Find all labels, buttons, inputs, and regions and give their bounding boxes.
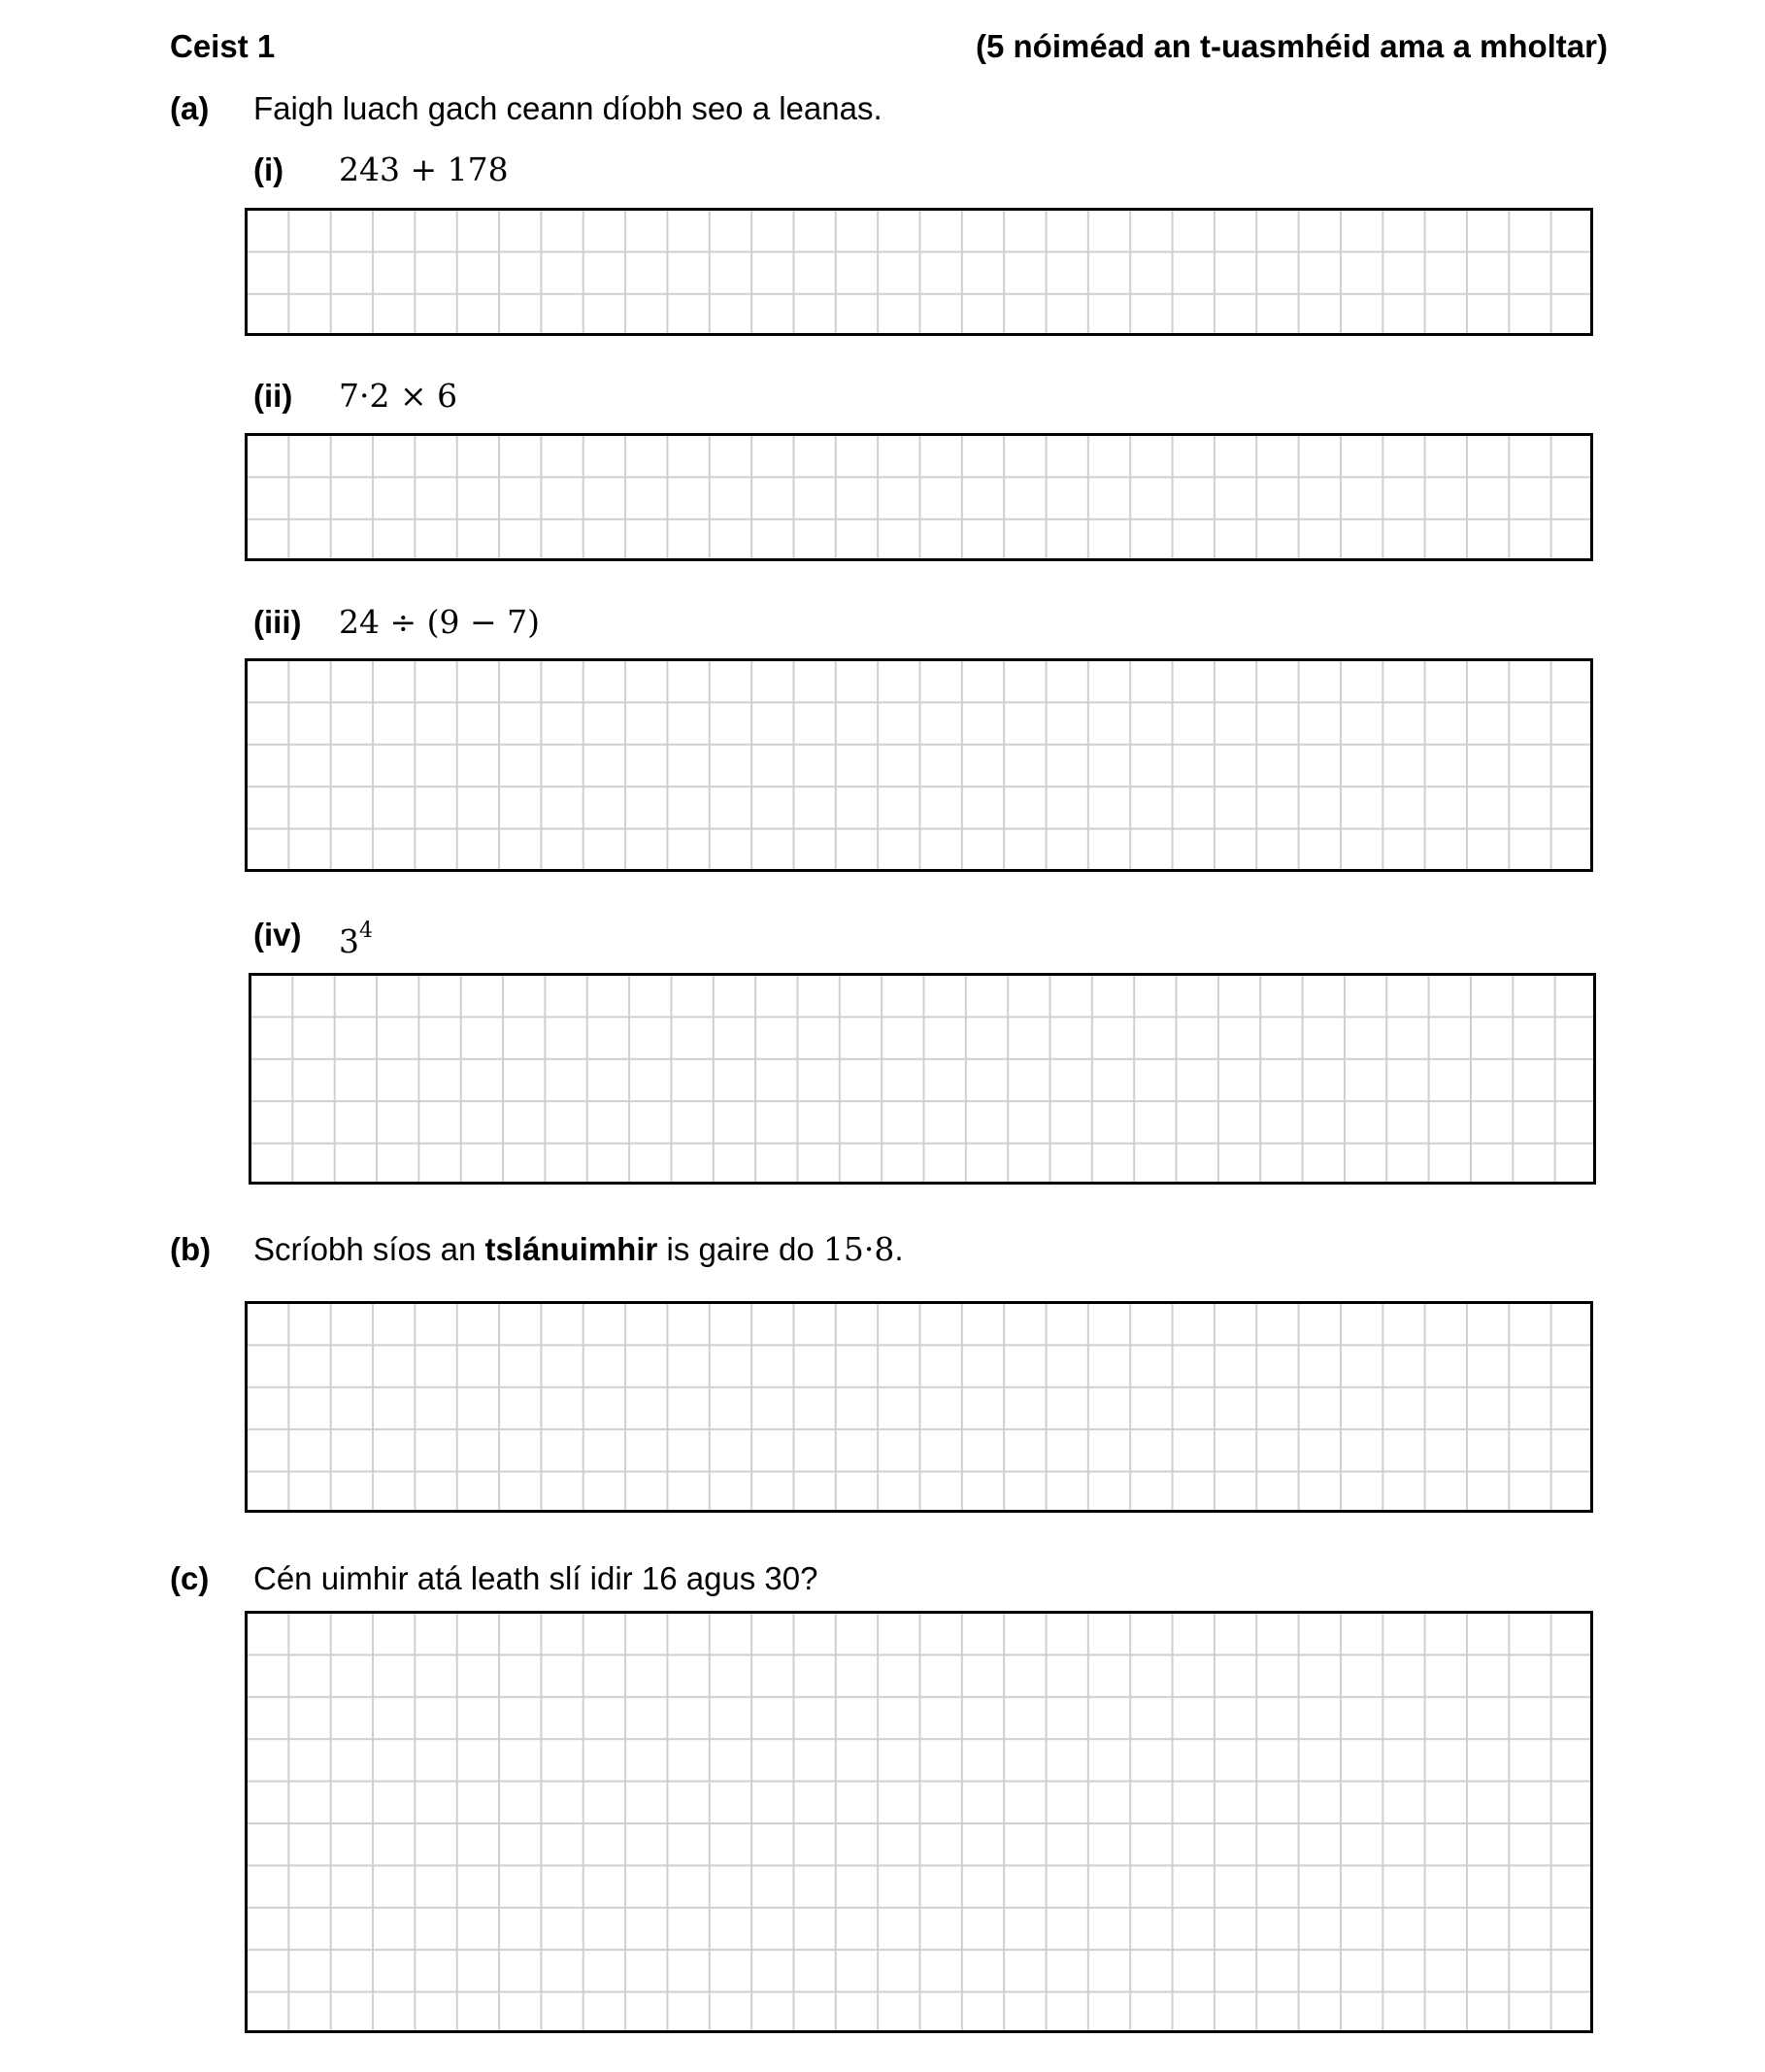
item-iv-exponent: 4	[359, 919, 373, 943]
answer-box-iii[interactable]	[245, 658, 1593, 872]
answer-box-c[interactable]	[245, 1611, 1593, 2033]
time-note: (5 nóiméad an t-uasmhéid ama a mholtar)	[976, 28, 1608, 64]
part-b-text-after: is gaire do	[657, 1231, 823, 1267]
part-c-label: (c)	[170, 1560, 210, 1596]
answer-box-iv[interactable]	[249, 973, 1596, 1185]
item-ii-label: (ii)	[253, 378, 293, 414]
part-a-instruction: Faigh luach gach ceann díobh seo a leanas.	[253, 90, 882, 126]
part-b-question	[253, 1230, 904, 1269]
item-iii-label: (iii)	[253, 604, 302, 640]
answer-box-ii[interactable]	[245, 433, 1593, 561]
item-i-label: (i)	[253, 151, 284, 187]
part-b-text-before: Scríobh síos an	[253, 1231, 485, 1267]
item-i-expression: 243 + 178	[339, 150, 509, 188]
question-title: Ceist 1	[170, 28, 276, 64]
item-iv-expression	[339, 916, 373, 961]
part-b-number: 15·8	[822, 1230, 895, 1268]
part-a-label: (a)	[170, 90, 210, 126]
part-b-keyword: tslánuimhir	[484, 1231, 658, 1267]
item-ii-expression: 7·2 × 6	[339, 377, 458, 415]
answer-box-i[interactable]	[245, 208, 1593, 336]
part-b-text-end: .	[894, 1231, 904, 1267]
item-iv-base: 3	[339, 922, 359, 960]
item-iii-expression: 24 ÷ (9 − 7)	[339, 603, 540, 641]
part-b-label: (b)	[170, 1231, 212, 1267]
part-c-question: Cén uimhir atá leath slí idir 16 agus 30?	[253, 1560, 818, 1596]
item-iv-label: (iv)	[253, 917, 302, 952]
answer-box-b[interactable]	[245, 1301, 1593, 1513]
